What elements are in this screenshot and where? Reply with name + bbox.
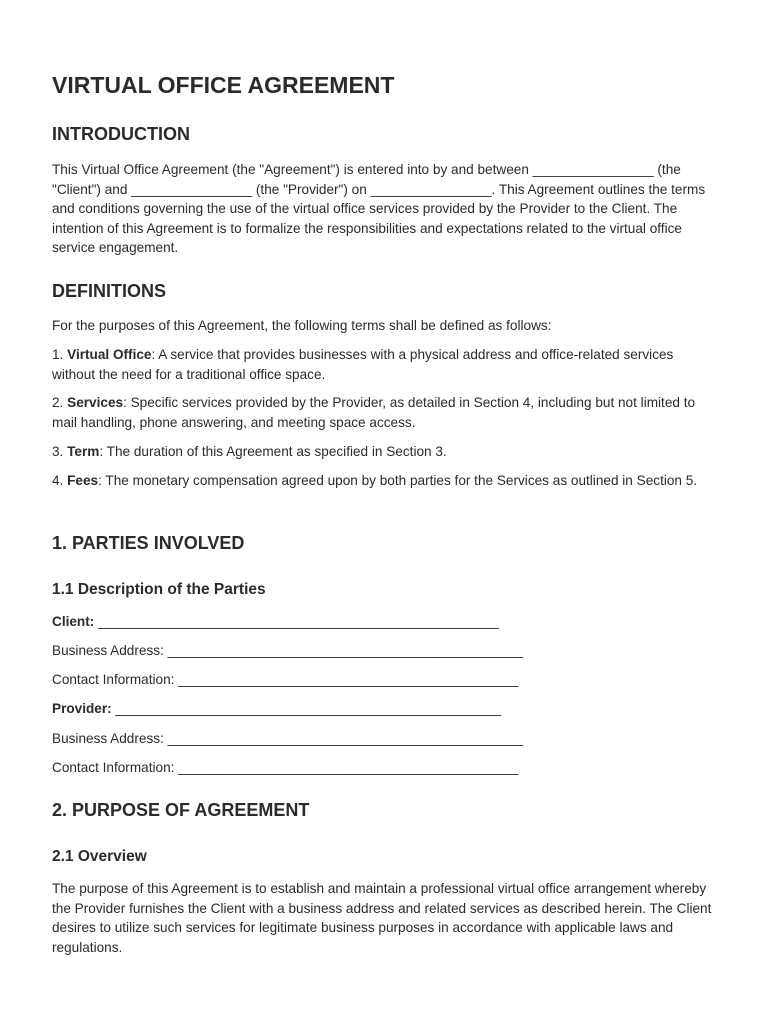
field-label: Client: [52, 614, 95, 629]
definition-item [52, 345, 720, 384]
parties-heading: 1. PARTIES INVOLVED [52, 533, 245, 553]
definition-item [52, 393, 720, 432]
provider-contact-information-field [52, 758, 518, 778]
field-blank: _____________________________________________ [174, 672, 519, 687]
purpose-body: The purpose of this Agreement is to establish and maintain a professional virtual office arrangement whereby the Provider furnishes the Client with a business address and related services as described herein. The Client desires to utilize such services for legitimate business purposes in accordance with applicable laws and regulations. [52, 881, 712, 955]
client-contact-information-field [52, 670, 518, 690]
field-label: Contact Information: [52, 672, 175, 687]
definition-item [52, 442, 720, 462]
field-label: Provider: [52, 701, 112, 716]
field-blank: _____________________________________________________ [94, 614, 499, 629]
purpose-subheading: 2.1 Overview [52, 848, 147, 865]
field-blank: ___________________________________________________ [111, 701, 502, 716]
definition-number: 2. [52, 395, 68, 410]
definition-text: : The monetary compensation agreed upon by both parties for the Services as outlined in Section 5. [98, 473, 698, 488]
client-business-address-field [52, 641, 523, 661]
field-label: Contact Information: [52, 760, 175, 775]
definitions-lead: For the purposes of this Agreement, the following terms shall be defined as follows: [52, 318, 552, 333]
field-blank: _______________________________________________ [163, 731, 523, 746]
definition-term: Virtual Office [67, 347, 152, 362]
definition-term: Fees [67, 473, 99, 488]
provider-field [52, 699, 501, 719]
definition-text: : Specific services provided by the Provider, as detailed in Section 4, including but not limited to mail handling, phone answering, and meeting space access. [52, 395, 696, 430]
introduction-heading: INTRODUCTION [52, 124, 190, 144]
introduction-body: This Virtual Office Agreement (the "Agreement") is entered into by and between ________________ (the "Client") and ________________ (the "Provider") on ________________. This Agreement outlines the terms and conditions governing the use of the virtual office services provided by the Provider to the Client. The intention of this Agreement is to formalize the responsibilities and expectations related to the virtual office service engagement. [52, 162, 706, 255]
client-field [52, 612, 499, 632]
definitions-heading: DEFINITIONS [52, 281, 167, 301]
definition-item [52, 471, 720, 491]
definition-term: Services [67, 395, 124, 410]
field-label: Business Address: [52, 643, 164, 658]
field-blank: _____________________________________________ [174, 760, 519, 775]
definition-number: 1. [52, 347, 68, 362]
definition-number: 4. [52, 473, 68, 488]
provider-business-address-field [52, 729, 523, 749]
definition-number: 3. [52, 444, 68, 459]
purpose-heading: 2. PURPOSE OF AGREEMENT [52, 800, 310, 820]
definition-term: Term [67, 444, 100, 459]
field-blank: _______________________________________________ [163, 643, 523, 658]
document-title: VIRTUAL OFFICE AGREEMENT [52, 72, 395, 98]
definition-text: : A service that provides businesses with a physical address and office-related services without the need for a traditional office space. [52, 347, 674, 382]
field-label: Business Address: [52, 731, 164, 746]
parties-subheading: 1.1 Description of the Parties [52, 581, 266, 598]
definition-text: : The duration of this Agreement as specified in Section 3. [99, 444, 447, 459]
